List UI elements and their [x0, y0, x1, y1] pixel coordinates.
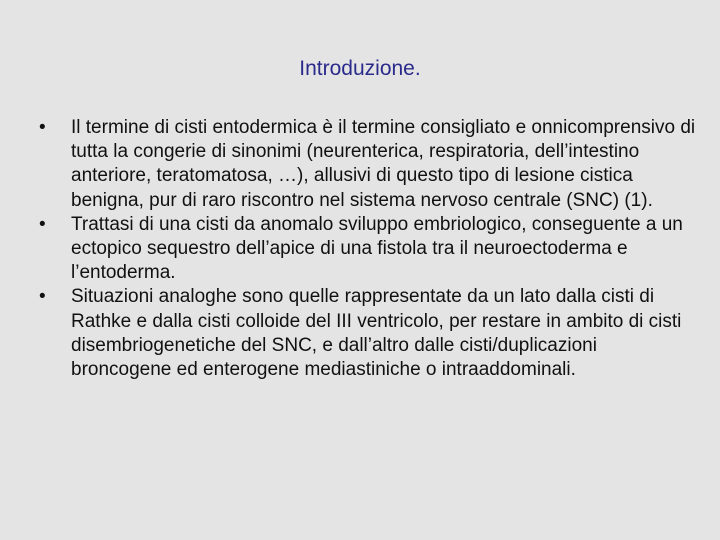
- bullet-item: [30, 213, 700, 286]
- bullet-icon: •: [39, 286, 46, 308]
- bullet-text: Trattasi di una cisti da anomalo sviluppo embriologico, conseguente a un ectopico sequestro dell’apice di una fistola tra il neuroectoderma e l’entoderma.: [71, 213, 683, 284]
- bullet-icon: •: [39, 213, 46, 235]
- bullet-text: Situazioni analoghe sono quelle rappresentate da un lato dalla cisti di Rathke e dalla cisti colloide del III ventricolo, per restare in ambito di cisti disembriogenetiche del SNC, e dall’altro dalle cisti/duplicazioni broncogene ed enterogene mediastiniche o intraaddominali.: [71, 286, 682, 381]
- bullet-text: Il termine di cisti entodermica è il termine consigliato e onnicomprensivo di tutta la congerie di sinonimi (neurenterica, respiratoria, dell’intestino anteriore, teratomatosa, …), allusivi di questo tipo di lesione cistica benigna, pur di raro riscontro nel sistema nervoso centrale (SNC) (1).: [71, 117, 696, 211]
- slide-title: Introduzione.: [299, 57, 421, 80]
- bullet-icon: •: [39, 117, 46, 138]
- bullet-list: [30, 116, 700, 382]
- bullet-item: [30, 116, 700, 213]
- bullet-item: [30, 285, 700, 382]
